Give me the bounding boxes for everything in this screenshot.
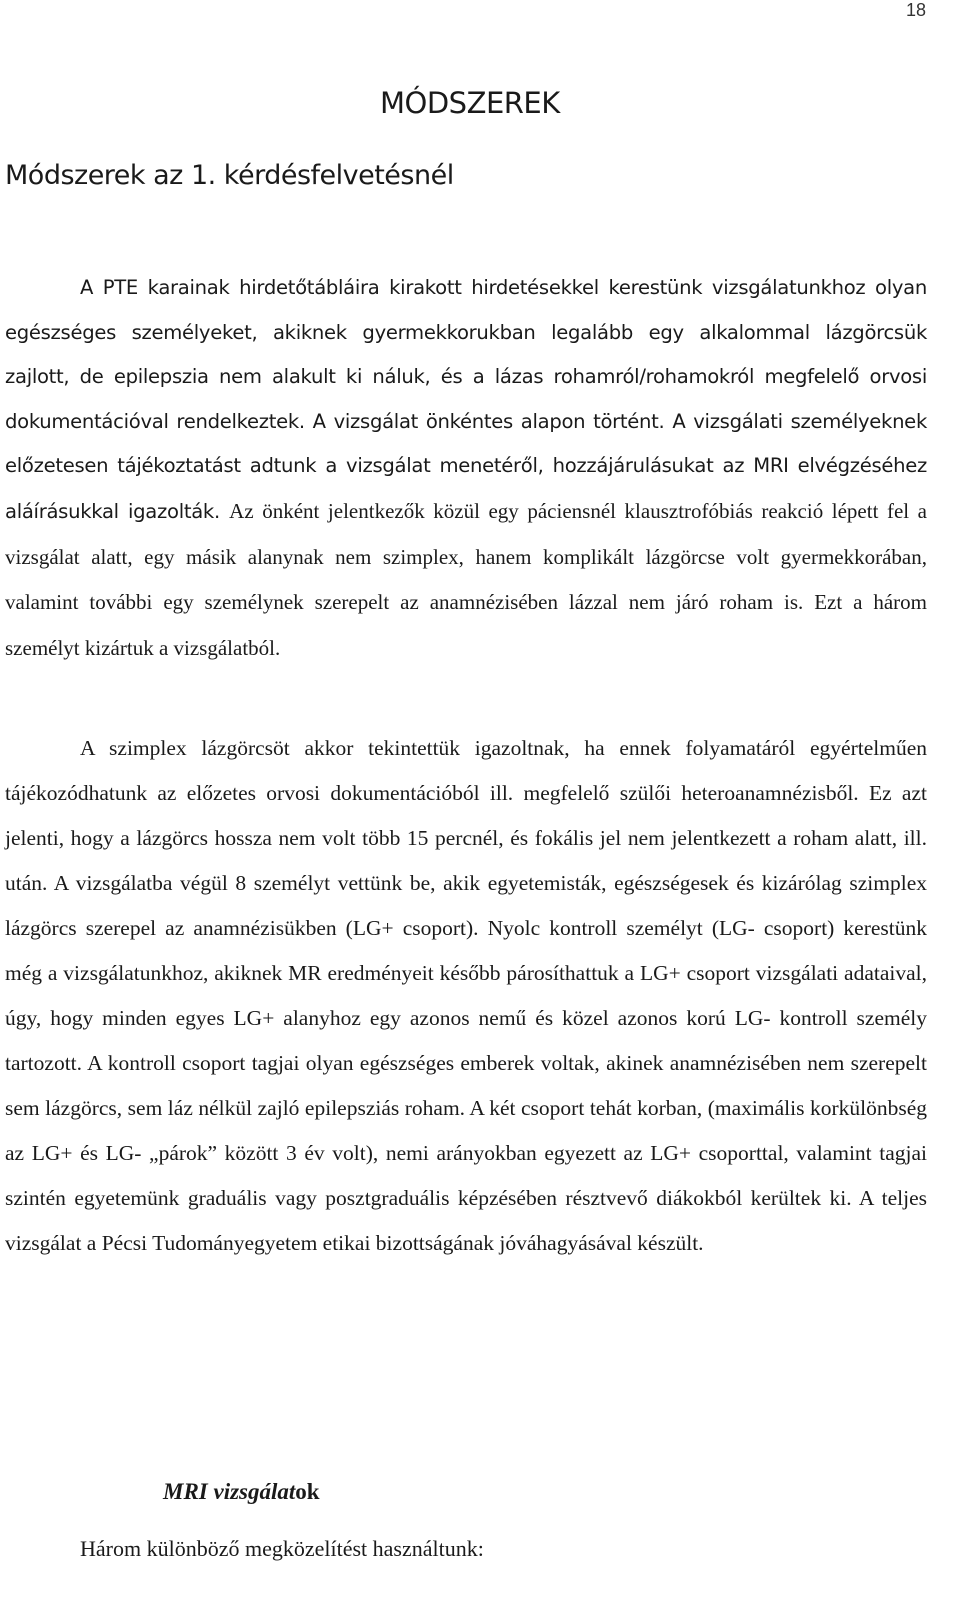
section-title: MÓDSZEREK xyxy=(380,86,560,120)
approaches-intro-line: Három különböző megközelítést használtunk: xyxy=(80,1536,484,1561)
paragraph-inclusion-criteria: A szimplex lázgörcsöt akkor tekintettük igazoltnak, ha ennek folyamatáról egyértelműen tájékozódhatunk az előzetes orvosi dokumentációból ill. megfelelő szülői heteroanamnézisből. Ez azt jelenti, hogy a lázgörcs hossza nem volt több 15 percnél, és fokális jel nem jelentkezett a roham alatt, ill. után. A vizsgálatba végül 8 személyt vettünk be, akik egyetemisták, egészségesek és kizárólag szimplex lázgörcs szerepel az anamnézisükben (LG+ csoport). Nyolc kontroll személyt (LG- csoport) kerestünk még a vizsgálatunkhoz, akiknek MR eredményeit később párosíthattuk a LG+ csoport vizsgálati adataival, úgy, hogy minden egyes LG+ alanyhoz egy azonos nemű és közel azonos korú LG- kontroll személy tartozott. A kontroll csoport tagjai olyan egészséges emberek voltak, akinek anamnézisében nem szerepelt sem lázgörcs, sem láz nélkül zajló epilepsziás roham. A két csoport tehát korban, (maximális korkülönbség az LG+ és LG- „párok” között 3 év volt), nemi arányokban egyezett az LG+ csoporttal, valamint tagjai szintén egyetemünk graduális vagy posztgraduális képzésében résztvevő diákokból kerültek ki. A teljes vizsgálat a Pécsi Tudományegyetem etikai bizottságának jóváhagyásával készült. xyxy=(5,736,927,1255)
paragraph-recruitment xyxy=(5,266,927,671)
mri-heading-suffix: ok xyxy=(295,1479,320,1504)
page-number: 18 xyxy=(905,0,926,20)
paragraph-recruitment-sans-text: A PTE karainak hirdetőtábláira kirakott hirdetésekkel kerestünk vizsgálatunkhoz olyan egészséges személyeket, akiknek gyermekkorukban legalább egy alkalommal lázgörcsük zajlott, de epilepszia nem alakult ki náluk, és a lázas rohamról/rohamokról megfelelő orvosi dokumentációval rendelkeztek. A vizsgálat önkéntes alapon történt. A vizsgálati személyeknek előzetesen tájékoztatást adtunk a vizsgálat menetéről, hozzájárulásukat az MRI elvégzéséhez aláírásukkal igazolták. xyxy=(5,276,927,523)
mri-heading xyxy=(163,1479,320,1505)
paragraph-recruitment-serif-text: Az önként jelentkezők közül egy páciensnél klausztrofóbiás reakció lépett fel a vizsgálat alatt, egy másik alanynak nem szimplex, hanem komplikált lázgörcse volt gyermekkorában, valamint további egy személynek szerepelt az anamnézisében lázzal nem járó roham is. Ezt a három személyt kizártuk a vizsgálatból. xyxy=(5,498,927,660)
mri-heading-italic: MRI vizsgálat xyxy=(163,1479,296,1504)
subsection-title: Módszerek az 1. kérdésfelvetésnél xyxy=(5,160,454,191)
